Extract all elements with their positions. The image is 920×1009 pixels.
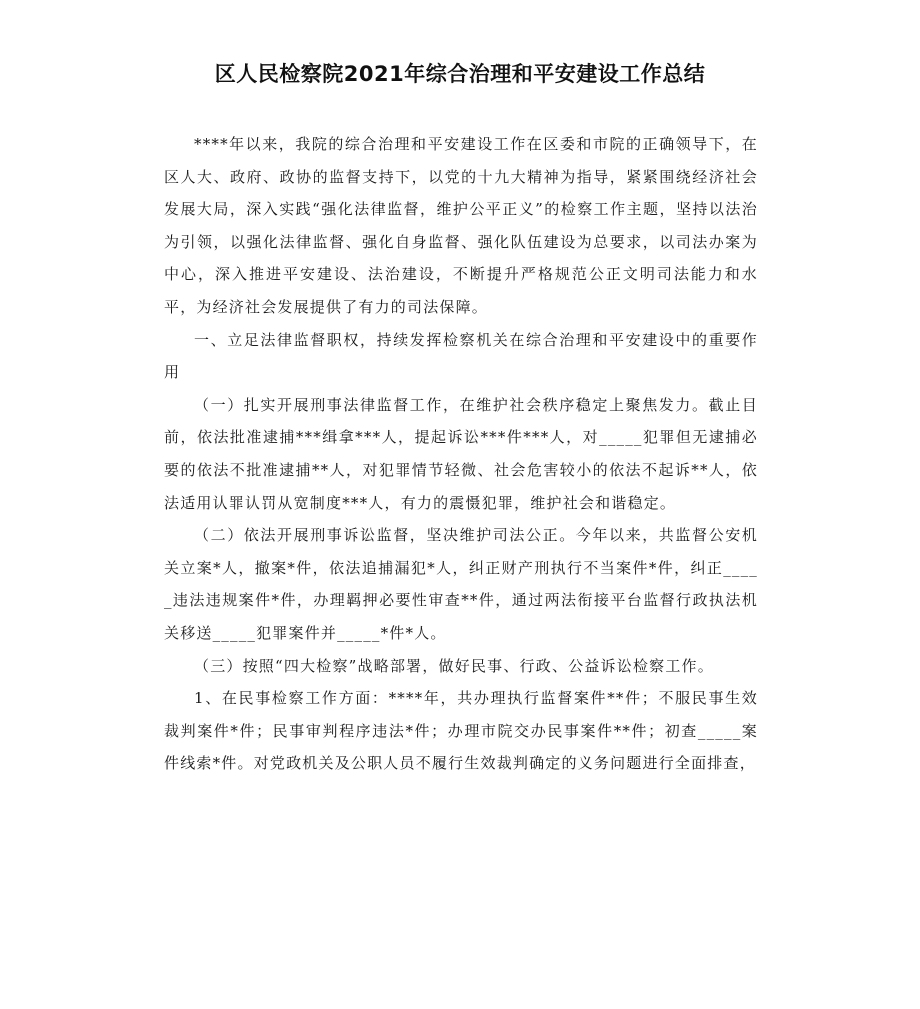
paragraph-intro: ****年以来，我院的综合治理和平安建设工作在区委和市院的正确领导下，在区人大、政府、政协的监督支持下，以党的十九大精神为指导，紧紧围绕经济社会发展大局，深入实践“强化法律监督，维护公平正义”的检察工作主题，坚持以法治为引领，以强化法律监督、强化自身监督、强化队伍建设为总要求，以司法办案为中心，深入推进平安建设、法治建设，不断提升严格规范公正文明司法能力和水平，为经济社会发展提供了有力的司法保障。	[164, 135, 758, 316]
paragraph-section-one-heading: 一、立足法律监督职权，持续发挥检察机关在综合治理和平安建设中的重要作用	[164, 330, 758, 382]
paragraph-subsection-one: （一）扎实开展刑事法律监督工作，在维护社会秩序稳定上聚焦发力。截止目前，依法批准逮捕***缉拿***人，提起诉讼***件***人，对_____犯罪但无逮捕必要的依法不批准逮捕**人，对犯罪情节轻微、社会危害较小的依法不起诉**人，依法适用认罪认罚从宽制度***人，有力的震慑犯罪，维护社会和谐稳定。	[164, 395, 758, 512]
paragraph-civil-procuratorial: 1、在民事检察工作方面：****年，共办理执行监督案件**件；不服民事生效裁判案件*件；民事审判程序违法*件；办理市院交办民事案件**件；初查_____案件线索*件。对党政机关及公职人员不履行生效裁判确定的义务问题进行全面排查，	[164, 689, 758, 773]
paragraph-subsection-three: （三）按照“四大检察”战略部署，做好民事、行政、公益诉讼检察工作。	[194, 656, 714, 675]
document-title: 区人民检察院2021年综合治理和平安建设工作总结	[214, 62, 706, 86]
document-body	[164, 128, 758, 780]
paragraph-subsection-two: （二）依法开展刑事诉讼监督，坚决维护司法公正。今年以来，共监督公安机关立案*人，撤案*件，依法追捕漏犯*人，纠正财产刑执行不当案件*件，纠正_____违法违规案件*件，办理羁押必要性审查**件，通过两法衔接平台监督行政执法机关移送_____犯罪案件并_____*件*人。	[164, 526, 758, 642]
